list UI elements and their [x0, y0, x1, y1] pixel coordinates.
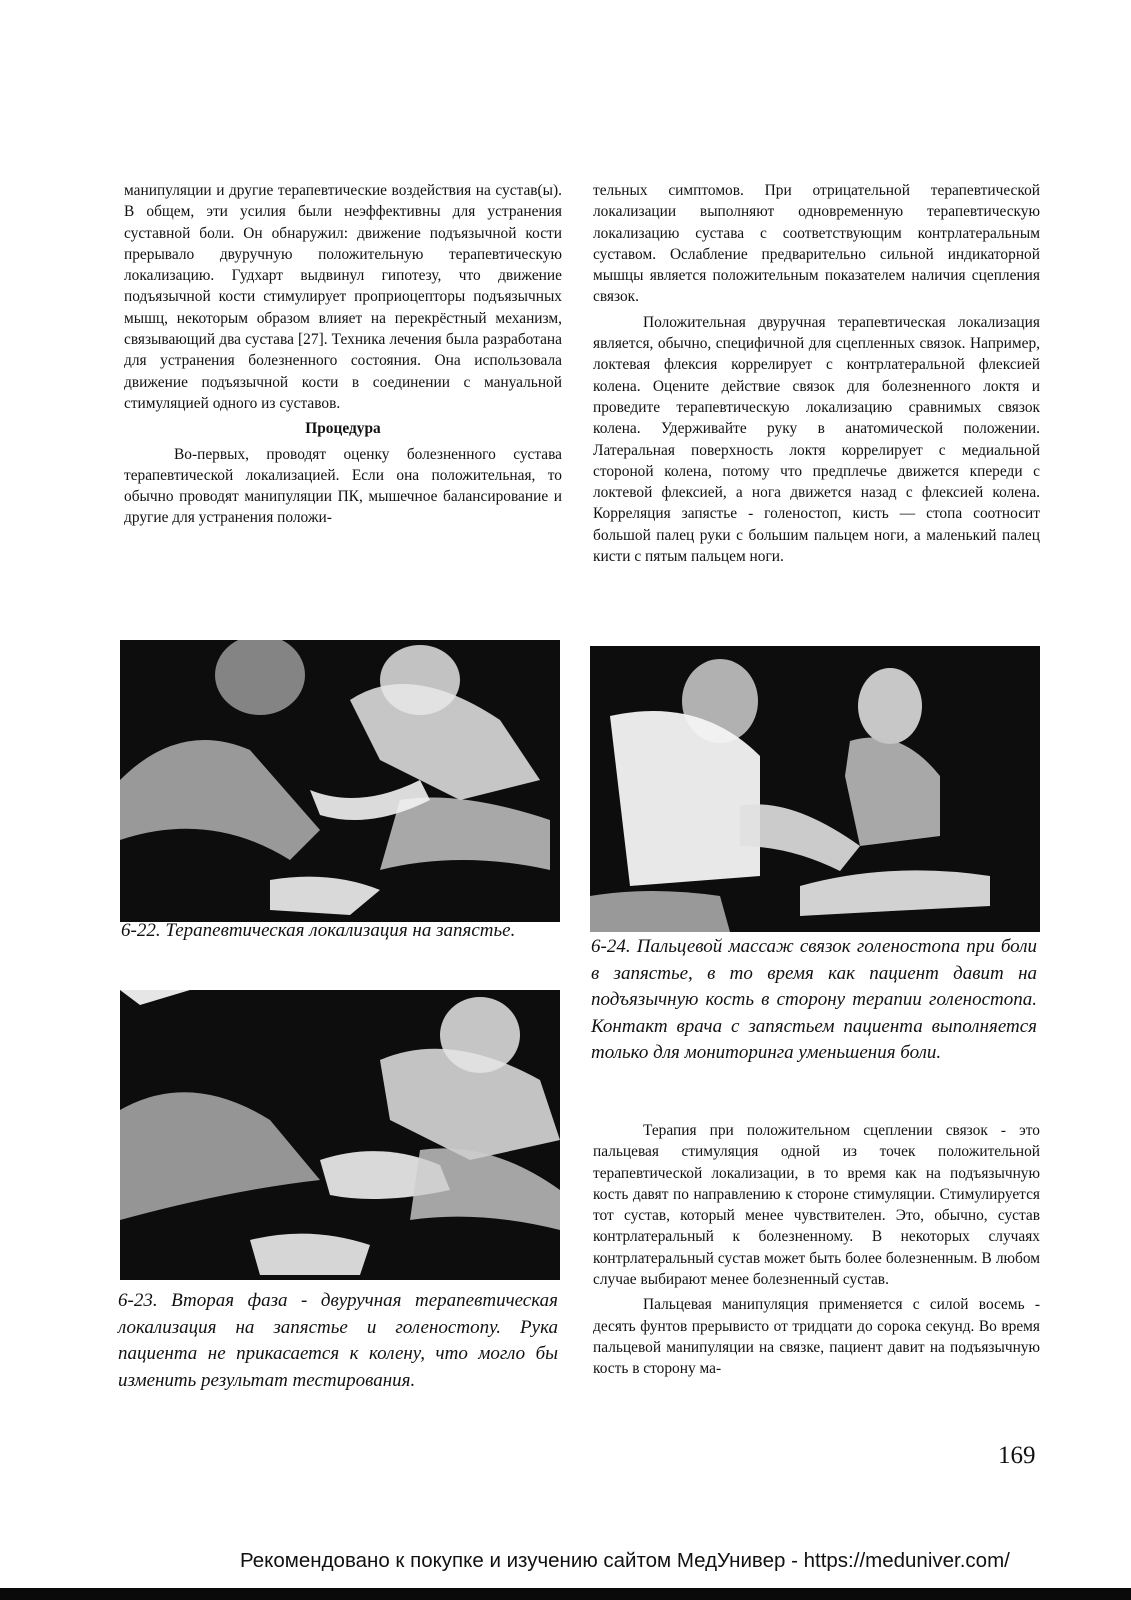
right-column-top: [593, 180, 1040, 567]
right-paragraph-1: тельных симптомов. При отрицательной терапевтической локализации выполняют одновременную терапевтическую локализацию сустава с соответствующим контрлатеральным суставом. Ослабление предварительно сильной индикаторной мышцы является положительным показателем наличия сцепления связок.: [593, 182, 1040, 306]
photo-ankle-massage: [590, 646, 1040, 932]
page-number: 169: [998, 1442, 1036, 1469]
right-paragraph-3: Терапия при положительном сцеплении связок - это пальцевая стимуляция одной из точек положительной терапевтической локализации, в то время как на подъязычную кость давят по направлению к стороне стимуляции. Стимулируется тот сустав, который менее чувствителен. Это, обычно, сустав контрлатеральный к болезненному. В некоторых случаях контрлатеральный сустав может быть более болезненным. В любом случае выбирают менее болезненный сустав.: [593, 1122, 1040, 1289]
right-column-bottom: [593, 1120, 1040, 1380]
right-paragraph-2: Положительная двуручная терапевтическая локализация является, обычно, специфичной для сцепленных связок. Например, локтевая флексия коррелирует с контрлатеральной флексией колена. Оцените действие связок для болезненного локтя и проведите терапевтическую локализацию сравнимых связок колена. Удерживайте руку в анатомической положении. Латеральная поверхность локтя коррелирует с медиальной стороной колена, потому что предплечье движется кпереди с локтевой флексией, а нога движется назад с флексией колена. Корреляция запястье - голеностоп, кисть — стопа соотносит большой палец руки с большим пальцем ноги, а маленький палец кисти с пятым пальцем ноги.: [593, 313, 1040, 566]
figure-6-24-caption: 6-24. Пальцевой массаж связок голеностопа при боли в запястье, в то время как пациент давит на подъязычную кость в сторону терапии голеностопа. Контакт врача с запястьем пациента выполняется только для мониторинга уменьшения боли.: [591, 936, 1037, 1063]
bottom-border: [0, 1588, 1131, 1600]
figure-6-23-caption: 6-23. Вторая фаза - двуручная терапевтическая локализация на запястье и голеностопу. Рука пациента не прикасается к колену, что могло бы изменить результат тестирования.: [118, 1290, 558, 1391]
left-column: [124, 180, 562, 529]
right-paragraph-4: Пальцевая манипуляция применяется с силой восемь - десять фунтов прерывисто от тридцати до сорока секунд. Во время пальцевой манипуляции на связке, пациент давит на подъязычную кость в сторону ма-: [593, 1296, 1040, 1378]
left-paragraph-2: Во-первых, проводят оценку болезненного сустава терапевтической локализацией. Если она положительная, то обычно проводят манипуляции ПК, мышечное балансирование и другие для устранения положи-: [124, 445, 562, 527]
figure-6-24-photo: [590, 646, 1040, 932]
figure-6-22-photo: [120, 640, 560, 922]
procedure-heading: Процедура: [305, 420, 381, 438]
photo-wrist-localization: [120, 640, 560, 922]
left-paragraph-1: манипуляции и другие терапевтические воздействия на сустав(ы). В общем, эти усилия были неэффективны для устранения суставной боли. Он обнаружил: движение подъязычной кости прерывало двуручную положительную терапевтическую локализацию. Гудхарт выдвинул гипотезу, что движение подъязычной кости стимулирует проприоцепторы подъязычных мышц, некоторым образом влияет на перекрёстный механизм, связывающий два сустава [27]. Техника лечения была разработана для устранения болезненного состояния. Она использовала движение подъязычной кости в соединении с мануальной стимуляцией одного из суставов.: [124, 182, 562, 412]
photo-bimanual-localization: [120, 990, 560, 1280]
figure-6-22-caption: 6-22. Терапевтическая локализация на запястье.: [121, 920, 516, 941]
figure-6-23-photo: [120, 990, 560, 1280]
footer-recommendation-link[interactable]: Рекомендовано к покупке и изучению сайтом МедУнивер - https://meduniver.com/: [240, 1549, 1010, 1572]
